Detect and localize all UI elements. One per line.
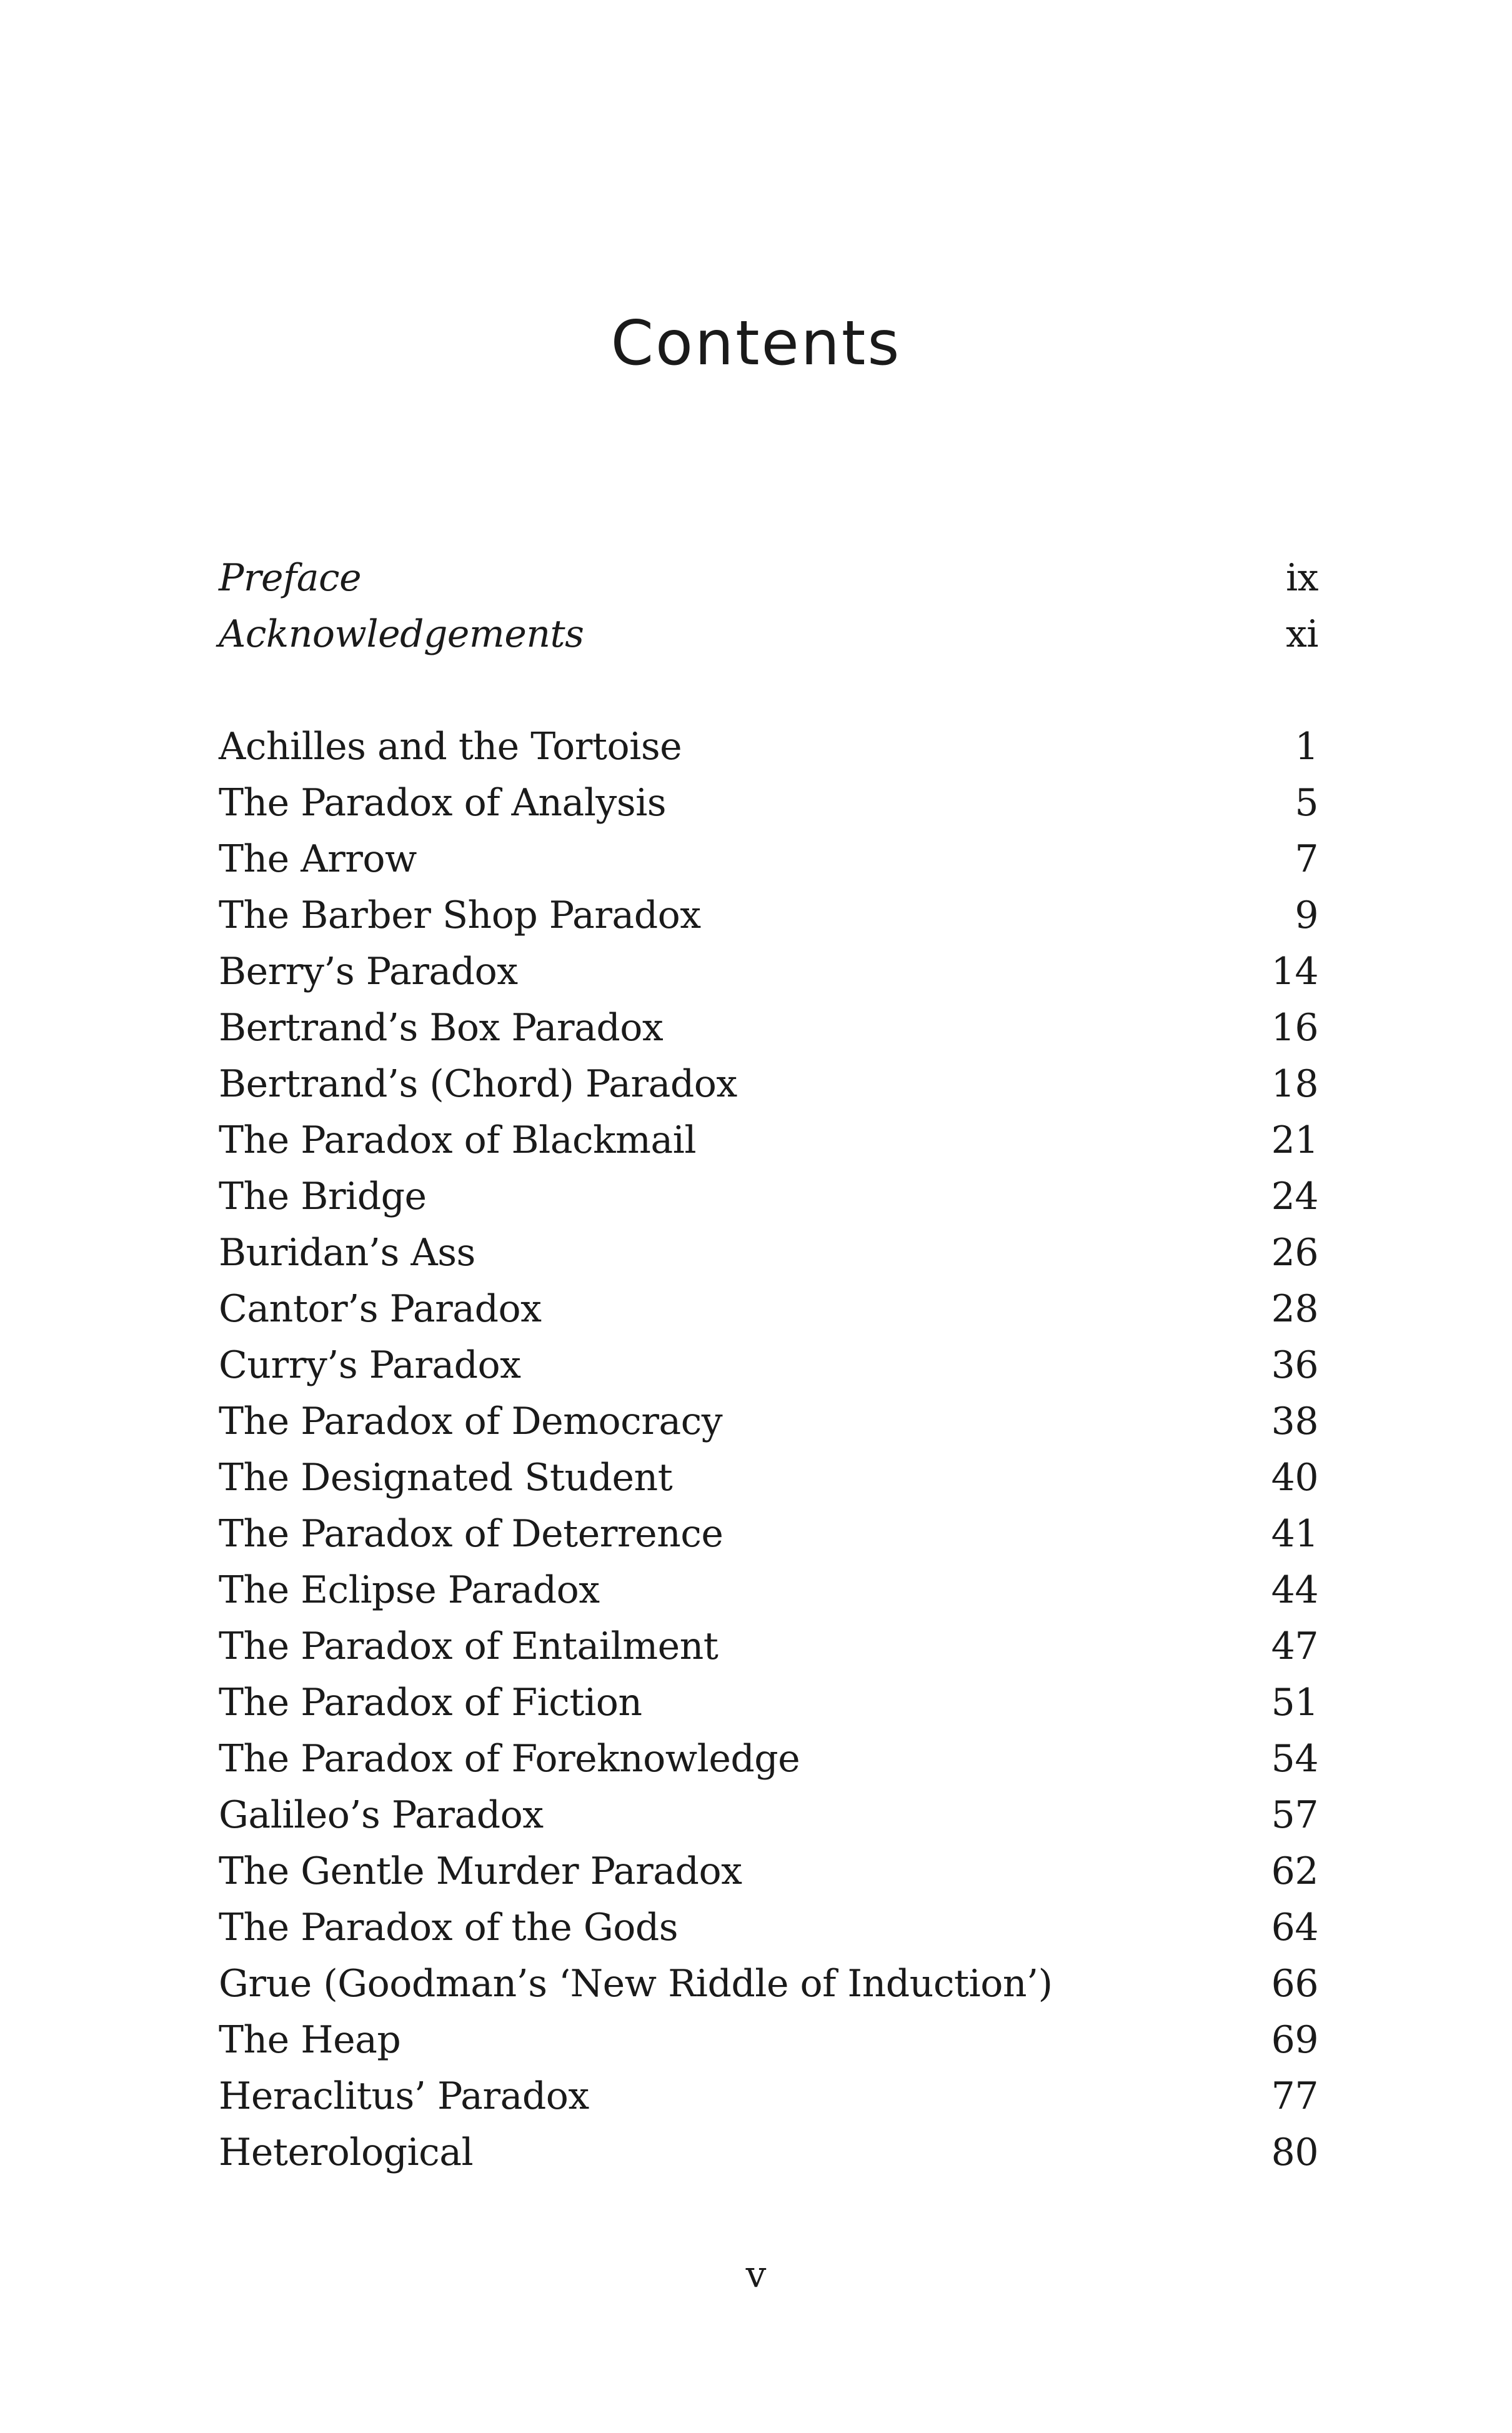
toc-entry xyxy=(219,1056,1318,1112)
toc-entry-page: 57 xyxy=(1271,1793,1318,1837)
toc-entry-page: 36 xyxy=(1271,1343,1318,1387)
toc-entry-title: Bertrand’s (Chord) Paradox xyxy=(219,1062,737,1106)
toc-entry-page: 69 xyxy=(1271,2018,1318,2062)
toc-entry-page: 7 xyxy=(1295,837,1318,881)
toc-entry xyxy=(219,943,1318,1000)
toc-entry-page: 41 xyxy=(1271,1512,1318,1556)
toc-entry-page: 1 xyxy=(1295,725,1318,769)
toc-entry xyxy=(219,1618,1318,1674)
toc-entry xyxy=(219,887,1318,943)
toc-entry xyxy=(219,831,1318,887)
front-matter-list xyxy=(219,550,1318,662)
toc-entry-page: 54 xyxy=(1271,1737,1318,1781)
toc-entry-title: The Bridge xyxy=(219,1175,427,1218)
toc-entry-title: Berry’s Paradox xyxy=(219,950,518,993)
toc-entry xyxy=(219,1899,1318,1956)
toc-entry-page: 24 xyxy=(1271,1175,1318,1218)
toc-entry-title: The Paradox of Analysis xyxy=(219,781,667,825)
toc-entry-page: 18 xyxy=(1271,1062,1318,1106)
toc-entry-acknowledgements xyxy=(219,606,1318,662)
toc-entry-title: The Paradox of the Gods xyxy=(219,1906,679,1949)
contents-list xyxy=(219,719,1318,2181)
toc-entry-page: 66 xyxy=(1271,1962,1318,2006)
toc-entry-page: 40 xyxy=(1271,1456,1318,1500)
toc-entry xyxy=(219,1337,1318,1393)
toc-entry xyxy=(219,1281,1318,1337)
toc-entry-page: 14 xyxy=(1271,950,1318,993)
toc-entry xyxy=(219,1168,1318,1225)
toc-entry-title: The Arrow xyxy=(219,837,417,881)
toc-entry xyxy=(219,719,1318,775)
toc-entry-title: The Paradox of Entailment xyxy=(219,1624,719,1668)
toc-entry-title: The Designated Student xyxy=(219,1456,673,1500)
toc-entry-title: Heterological xyxy=(219,2131,474,2174)
toc-entry-page: 77 xyxy=(1271,2074,1318,2118)
toc-entry-title: Buridan’s Ass xyxy=(219,1231,475,1275)
toc-entry-page: 51 xyxy=(1271,1681,1318,1724)
toc-entry-title: Acknowledgements xyxy=(219,612,584,656)
toc-entry-page: 64 xyxy=(1271,1906,1318,1949)
toc-entry-page: 26 xyxy=(1271,1231,1318,1275)
toc-entry-title: The Eclipse Paradox xyxy=(219,1568,600,1612)
toc-entry-page: 44 xyxy=(1271,1568,1318,1612)
toc-entry-title: The Paradox of Blackmail xyxy=(219,1118,697,1162)
toc-entry xyxy=(219,1956,1318,2012)
page-number: v xyxy=(745,2253,767,2296)
toc-entry-title: The Paradox of Democracy xyxy=(219,1400,723,1443)
toc-entry xyxy=(219,1450,1318,1506)
toc-entry xyxy=(219,1225,1318,1281)
toc-entry-page: 38 xyxy=(1271,1400,1318,1443)
toc-entry-page: 47 xyxy=(1271,1624,1318,1668)
toc-entry-preface xyxy=(219,550,1318,606)
toc-entry-title: Curry’s Paradox xyxy=(219,1343,521,1387)
toc-entry xyxy=(219,1000,1318,1056)
toc-entry-title: Preface xyxy=(219,556,362,600)
toc-entry-page: 9 xyxy=(1295,893,1318,937)
toc-entry-page: 62 xyxy=(1271,1849,1318,1893)
toc-entry-page: ix xyxy=(1285,556,1318,600)
toc-entry-page: 16 xyxy=(1271,1006,1318,1050)
toc-entry-page: 80 xyxy=(1271,2131,1318,2174)
toc-entry-title: The Gentle Murder Paradox xyxy=(219,1849,742,1893)
toc-entry xyxy=(219,775,1318,831)
toc-entry-title: The Paradox of Fiction xyxy=(219,1681,642,1724)
toc-entry-title: Cantor’s Paradox xyxy=(219,1287,542,1331)
toc-entry xyxy=(219,1112,1318,1168)
toc-entry xyxy=(219,1393,1318,1450)
toc-entry xyxy=(219,1562,1318,1618)
toc-entry xyxy=(219,1843,1318,1899)
toc-entry xyxy=(219,1787,1318,1843)
toc-entry-title: Heraclitus’ Paradox xyxy=(219,2074,589,2118)
toc-entry xyxy=(219,2068,1318,2124)
toc-entry-title: The Paradox of Deterrence xyxy=(219,1512,724,1556)
toc-entry-title: Achilles and the Tortoise xyxy=(219,725,682,769)
toc-entry-page: xi xyxy=(1285,612,1318,656)
toc-entry-title: The Barber Shop Paradox xyxy=(219,893,701,937)
toc-entry-page: 21 xyxy=(1271,1118,1318,1162)
toc-entry xyxy=(219,2124,1318,2181)
toc-entry-page: 5 xyxy=(1295,781,1318,825)
toc-entry-title: The Paradox of Foreknowledge xyxy=(219,1737,800,1781)
toc-entry xyxy=(219,1731,1318,1787)
toc-entry-page: 28 xyxy=(1271,1287,1318,1331)
toc-entry xyxy=(219,1506,1318,1562)
page-title: Contents xyxy=(610,308,902,379)
toc-entry-title: The Heap xyxy=(219,2018,401,2062)
toc-entry-title: Grue (Goodman’s ‘New Riddle of Induction’) xyxy=(219,1962,1053,2006)
toc-entry-title: Galileo’s Paradox xyxy=(219,1793,544,1837)
toc-entry xyxy=(219,1674,1318,1731)
toc-entry xyxy=(219,2012,1318,2068)
toc-entry-title: Bertrand’s Box Paradox xyxy=(219,1006,664,1050)
